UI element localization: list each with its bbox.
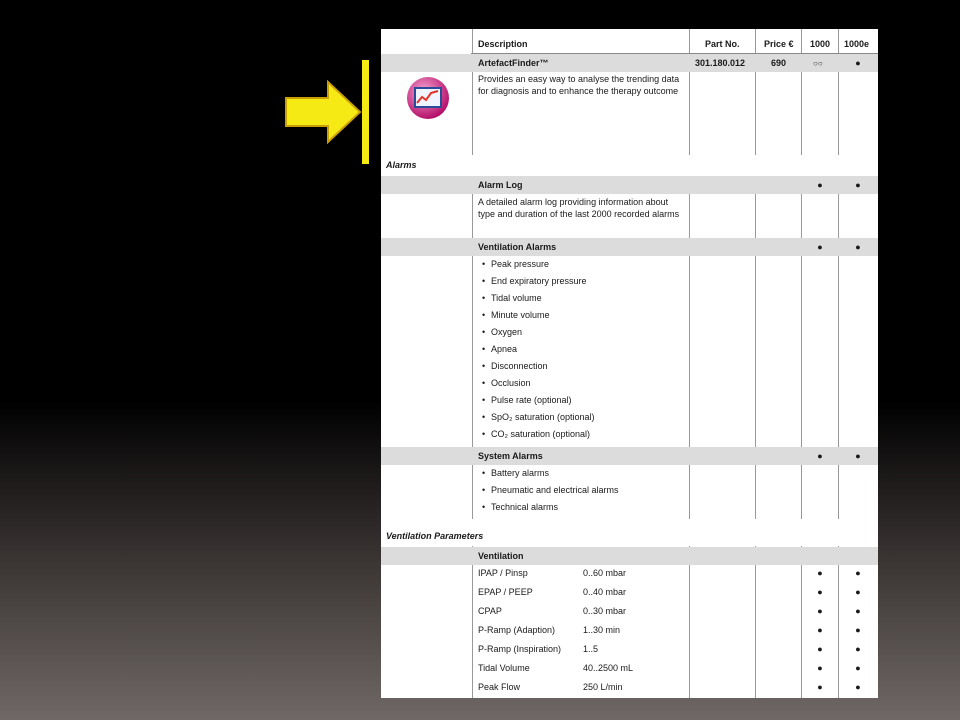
param-1000e: ● xyxy=(855,663,861,673)
artefact-1000e: ● xyxy=(855,58,861,68)
param-range: 0..30 mbar xyxy=(583,606,627,616)
header-1000e: 1000e xyxy=(844,39,870,49)
list-item: • Apnea xyxy=(491,344,517,355)
artefact-price: 690 xyxy=(771,58,787,68)
table-header xyxy=(381,34,878,54)
list-item: • CO₂ saturation (optional) xyxy=(491,429,590,440)
list-item: • Minute volume xyxy=(491,310,550,321)
param-range: 0..40 mbar xyxy=(583,587,627,597)
list-item: • Occlusion xyxy=(491,378,531,389)
ventilation-alarms-1000: ● xyxy=(817,242,823,252)
list-item: • Battery alarms xyxy=(491,468,549,479)
ventilation-title: Ventilation xyxy=(478,551,524,561)
ventilation-alarms-title: Ventilation Alarms xyxy=(478,242,557,252)
trend-chart-icon xyxy=(405,75,451,121)
system-alarms-1000: ● xyxy=(817,451,823,461)
header-description: Description xyxy=(478,39,528,49)
arrow-right-icon xyxy=(284,80,364,144)
system-alarms-title: System Alarms xyxy=(478,451,543,461)
param-range: 0..60 mbar xyxy=(583,568,627,578)
header-price: Price € xyxy=(764,39,794,49)
list-item: • Tidal volume xyxy=(491,293,542,304)
alarm-log-description: A detailed alarm log providing information about type and duration of the last 2000 recorded alarms xyxy=(478,197,680,219)
price-list-document xyxy=(381,29,878,698)
param-1000e: ● xyxy=(855,587,861,597)
param-name: EPAP / PEEP xyxy=(478,587,533,597)
param-1000: ● xyxy=(817,663,823,673)
system-alarms-1000e: ● xyxy=(855,451,861,461)
list-item: • Pulse rate (optional) xyxy=(491,395,572,406)
param-1000: ● xyxy=(817,606,823,616)
param-1000e: ● xyxy=(855,606,861,616)
highlight-bar xyxy=(362,60,369,164)
header-1000: 1000 xyxy=(810,39,831,49)
list-item: • End expiratory pressure xyxy=(491,276,587,287)
list-item: • Peak pressure xyxy=(491,259,549,270)
list-item: • Disconnection xyxy=(491,361,548,372)
param-1000: ● xyxy=(817,644,823,654)
alarm-log-1000: ● xyxy=(817,180,823,190)
alarm-log-1000e: ● xyxy=(855,180,861,190)
param-range: 1..5 xyxy=(583,644,599,654)
param-range: 40..2500 mL xyxy=(583,663,634,673)
param-range: 1..30 min xyxy=(583,625,621,635)
list-item: • Pneumatic and electrical alarms xyxy=(491,485,619,496)
param-1000: ● xyxy=(817,587,823,597)
section-alarms: Alarms xyxy=(386,160,417,170)
artefact-1000: ○○ xyxy=(813,59,823,68)
param-name: Peak Flow xyxy=(478,682,521,692)
param-name: P-Ramp (Inspiration) xyxy=(478,644,562,654)
param-1000e: ● xyxy=(855,568,861,578)
table-row xyxy=(381,238,878,256)
artefact-title: ArtefactFinder™ xyxy=(478,58,549,68)
alarm-log-title: Alarm Log xyxy=(478,180,523,190)
table-row xyxy=(381,54,878,72)
table-row xyxy=(381,176,878,194)
param-name: IPAP / Pinsp xyxy=(478,568,528,578)
list-item: • Technical alarms xyxy=(491,502,558,513)
param-1000e: ● xyxy=(855,625,861,635)
param-1000: ● xyxy=(817,682,823,692)
param-1000e: ● xyxy=(855,682,861,692)
artefact-description: Provides an easy way to analyse the trending data for diagnosis and to enhance the therapy outcome xyxy=(478,74,680,96)
param-range: 250 L/min xyxy=(583,682,623,692)
table-row xyxy=(381,447,878,465)
param-name: P-Ramp (Adaption) xyxy=(478,625,556,635)
param-name: CPAP xyxy=(478,606,502,616)
param-name: Tidal Volume xyxy=(478,663,530,673)
table-row xyxy=(381,547,878,565)
list-item: • SpO₂ saturation (optional) xyxy=(491,412,595,423)
ventilation-alarms-1000e: ● xyxy=(855,242,861,252)
header-part-no: Part No. xyxy=(705,39,740,49)
list-item: • Oxygen xyxy=(491,327,522,338)
param-1000: ● xyxy=(817,568,823,578)
param-1000e: ● xyxy=(855,644,861,654)
param-1000: ● xyxy=(817,625,823,635)
section-ventilation-parameters: Ventilation Parameters xyxy=(386,531,484,541)
artefact-part-no: 301.180.012 xyxy=(695,58,746,68)
